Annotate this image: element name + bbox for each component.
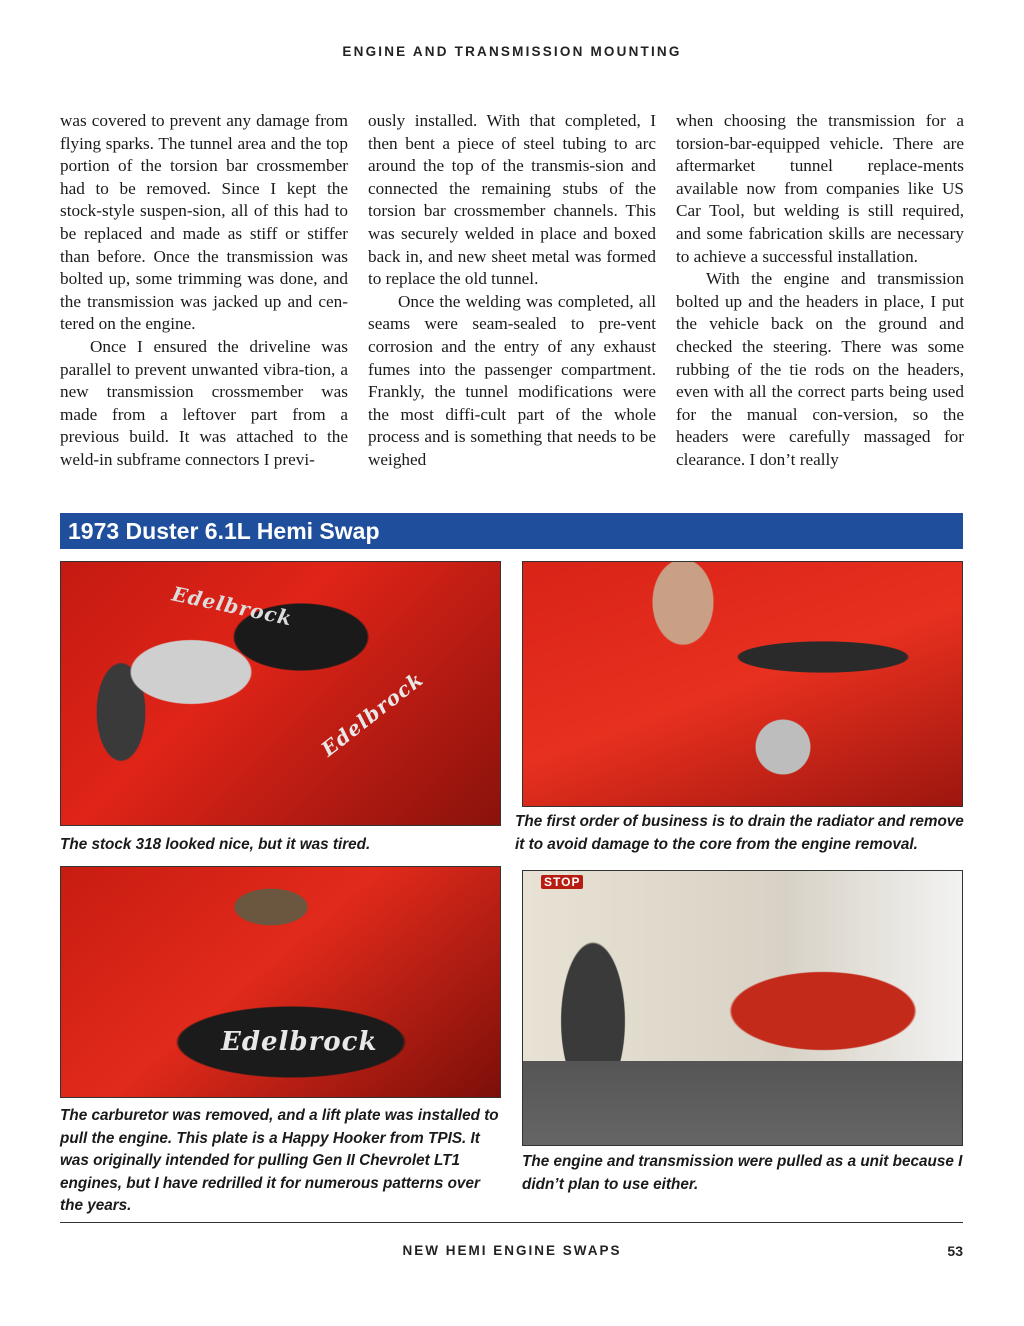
photo-caption: The first order of business is to drain the radiator and remove it to avoid damage to the core from the engine removal. [515, 813, 964, 853]
paragraph: Once the welding was completed, all seams were seam-sealed to pre-vent corrosion and the entry of any exhaust fumes into the passenger compartment. Frankly, the tunnel modifications were the most diffi-cult part of the whole process and is something that needs to be weighed [368, 291, 656, 469]
text-column-3 [676, 110, 964, 472]
air-cleaner-logo: Edelbrock [169, 581, 295, 631]
photo-caption: The carburetor was removed, and a lift plate was installed to pull the engine. This plate is a Happy Hooker from TPIS. It was originally intended for pulling Gen II Chevrolet LT1 engines, but I have redrilled it for numerous patterns over the years. [60, 1107, 499, 1215]
engine-pull-photo [522, 870, 963, 1146]
paragraph: ously installed. With that completed, I then bent a piece of steel tubing to arc around the top of the transmis-sion and connected the remaining stubs of the torsion bar crossmember channels. This was securely welded in place and boxed back in, and new sheet metal was formed to replace the old tunnel. [368, 111, 656, 289]
paragraph: With the engine and transmission bolted up and the headers in place, I put the vehicle back on the ground and checked the steering. There was some rubbing of the tie rods on the headers, even with all the correct parts being used for the manual con-version, so the headers were carefully massaged for clearance. I don’t really [676, 269, 964, 469]
paragraph: Once I ensured the driveline was parallel to prevent unwanted vibra-tion, a new transmission crossmember was made from a leftover part from a previous build. It was attached to the weld-in subframe connectors I previ- [60, 336, 348, 469]
photo-caption: The engine and transmission were pulled as a unit because I didn’t plan to use either. [522, 1153, 963, 1193]
footer-title: NEW HEMI ENGINE SWAPS [402, 1243, 622, 1258]
page-number: 53 [947, 1243, 963, 1259]
photo-caption: The stock 318 looked nice, but it was tired. [60, 836, 371, 853]
running-head: ENGINE AND TRANSMISSION MOUNTING [342, 44, 682, 59]
stop-sign: STOP [541, 875, 583, 889]
valve-cover-logo: Edelbrock [221, 1027, 378, 1057]
paragraph: was covered to prevent any damage from flying sparks. The tunnel area and the top portion of the torsion bar crossmember had to be removed. Since I kept the stock-style suspen-sion, all of this had to be replaced and made as stiff or stiffer than before. Once the transmission was bolted up, some trimming was done, and the transmission was jacked up and cen-tered on the engine. [60, 111, 348, 334]
footer-rule [60, 1222, 963, 1223]
paragraph: when choosing the transmission for a torsion-bar-equipped vehicle. There are aftermarket tunnel replace-ments available now from companies like US Car Tool, but welding is still required, and some fabrication skills are necessary to achieve a successful installation. [676, 111, 964, 266]
valve-cover-logo: Edelbrock [316, 666, 428, 762]
text-column-1 [60, 110, 348, 472]
radiator-removal-photo [522, 561, 963, 807]
engine-bay-photo [60, 561, 501, 826]
lift-plate-photo [60, 866, 501, 1098]
text-column-2 [368, 110, 656, 472]
sidebar-title: 1973 Duster 6.1L Hemi Swap [60, 513, 963, 549]
